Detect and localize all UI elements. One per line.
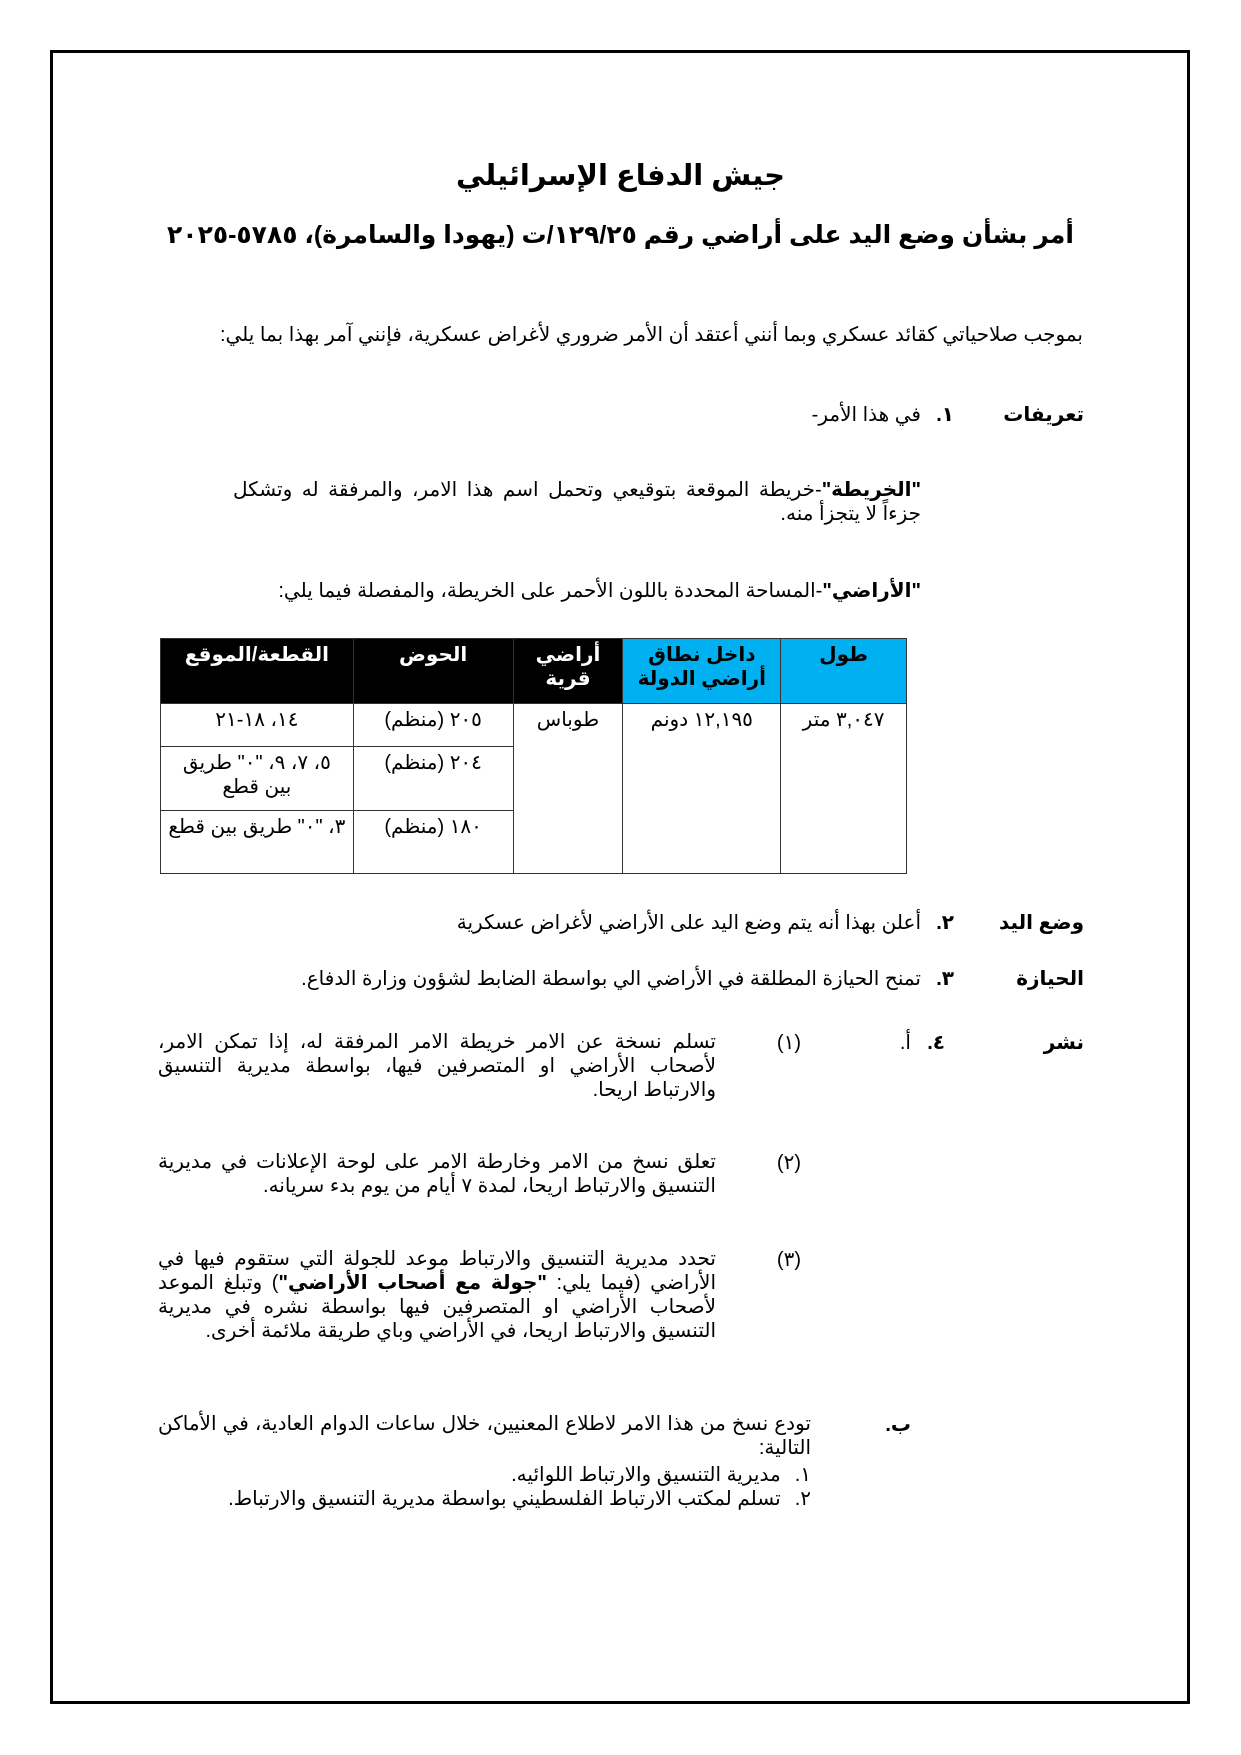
item2-text: تعلق نسخ من الامر وخارطة الامر على لوحة الإعلانات في مديرية التنسيق والارتباط اريحا، لمدة ٧ أيام من يوم بدء سريانه.	[158, 1151, 716, 1197]
table-header-row	[161, 639, 907, 704]
header-basin: الحوض	[353, 639, 513, 704]
section2-label: وضع اليد	[998, 912, 1084, 934]
b-list-text: تسلم لمكتب الارتباط الفلسطيني بواسطة مديرية التنسيق والارتباط.	[228, 1488, 781, 1510]
item2-number: (٢)	[776, 1152, 801, 1174]
section4-label: نشر	[1043, 1032, 1084, 1054]
section4-number: ٤.	[927, 1032, 945, 1054]
cell-basin: ١٨٠ (منظم)	[353, 811, 513, 874]
table-row	[161, 704, 907, 747]
preamble: بموجب صلاحياتي كقائد عسكري وبما أنني أعتقد أن الأمر ضروري لأغراض عسكرية، فإنني آمر بهذا بما يلي:	[219, 324, 1083, 346]
cell-parcel: ٥، ٧، ٩، "٠" طريق بين قطع	[161, 747, 354, 811]
section2-text: أعلن بهذا أنه يتم وضع اليد على الأراضي لأغراض عسكرية	[456, 912, 921, 934]
definition-land	[278, 578, 921, 603]
cell-basin: ٢٠٤ (منظم)	[353, 747, 513, 811]
b-list-number: ١.	[794, 1464, 811, 1486]
land-definition: -المساحة المحددة باللون الأحمر على الخريطة، والمفصلة فيما يلي:	[278, 580, 823, 602]
item3-number: (٣)	[776, 1249, 801, 1271]
document-subtitle: أمر بشأن وضع اليد على أراضي رقم ١٢٩/٢٥/ت (يهودا والسامرة)، ٥٧٨٥-٢٠٢٥	[167, 221, 1074, 249]
map-term: "الخريطة"	[821, 479, 921, 501]
definition-map	[233, 478, 921, 526]
land-table	[160, 638, 907, 874]
section4-a-label: أ.	[899, 1032, 911, 1054]
b-list-item-2	[228, 1486, 811, 1511]
item3-text-before: تحدد مديرية التنسيق والارتباط موعد للجولة التي ستقوم فيها في الأراضي (فيما يلي:	[158, 1248, 717, 1294]
section1-number: ١.	[936, 404, 954, 426]
map-definition: -خريطة الموقعة بتوقيعي وتحمل اسم هذا الامر، والمرفقة له وتشكل جزءاً لا يتجزأ منه.	[233, 479, 921, 525]
document-title: جيش الدفاع الإسرائيلي	[455, 160, 786, 192]
item3-text	[158, 1247, 716, 1343]
section4-b-text: تودع نسخ من هذا الامر لاطلاع المعنيين، خلال ساعات الدوام العادية، في الأماكن التالية:	[158, 1413, 811, 1459]
section1-label: تعريفات	[1003, 404, 1084, 426]
section3-label: الحيازة	[1016, 968, 1084, 990]
land-term: "الأراضي"	[822, 580, 921, 602]
header-state-land: داخل نطاق أراضي الدولة	[623, 639, 781, 704]
b-list-item-1	[511, 1462, 811, 1487]
cell-length: ٣,٠٤٧ متر	[781, 704, 907, 874]
section2-number: ٢.	[936, 912, 954, 934]
cell-state-land: ١٢,١٩٥ دونم	[623, 704, 781, 874]
item3-bold-term: "جولة مع أصحاب الأراضي"	[278, 1272, 547, 1294]
header-parcel: القطعة/الموقع	[161, 639, 354, 704]
item1-text: تسلم نسخة عن الامر خريطة الامر المرفقة له، إذا تمكن الامر، لأصحاب الأراضي او المتصرفين فيها، بواسطة مديرية التنسيق والارتباط اريحا.	[158, 1031, 716, 1101]
header-village: أراضي قرية	[513, 639, 623, 704]
section3-number: ٣.	[936, 968, 954, 990]
cell-village: طوباس	[513, 704, 623, 874]
cell-parcel: ٣، "٠" طريق بين قطع	[161, 811, 354, 874]
header-length: طول	[781, 639, 907, 704]
cell-basin: ٢٠٥ (منظم)	[353, 704, 513, 747]
item1-number: (١)	[776, 1032, 801, 1054]
section1-text: في هذا الأمر-	[811, 404, 921, 426]
item3-text-after: ) وتبلغ الموعد لأصحاب الأراضي او المتصرفين فيها بواسطة نشره في مديرية التنسيق والارتباط اريحا، في الأراضي وباي طريقة ملائمة أخرى.	[158, 1272, 716, 1342]
section3-text: تمنح الحيازة المطلقة في الأراضي الي بواسطة الضابط لشؤون وزارة الدفاع.	[301, 968, 921, 990]
section4-b-label: ب.	[885, 1414, 911, 1436]
cell-parcel: ١٤، ١٨-٢١	[161, 704, 354, 747]
b-list-number: ٢.	[794, 1488, 811, 1510]
b-list-text: مديرية التنسيق والارتباط اللوائيه.	[511, 1464, 781, 1486]
